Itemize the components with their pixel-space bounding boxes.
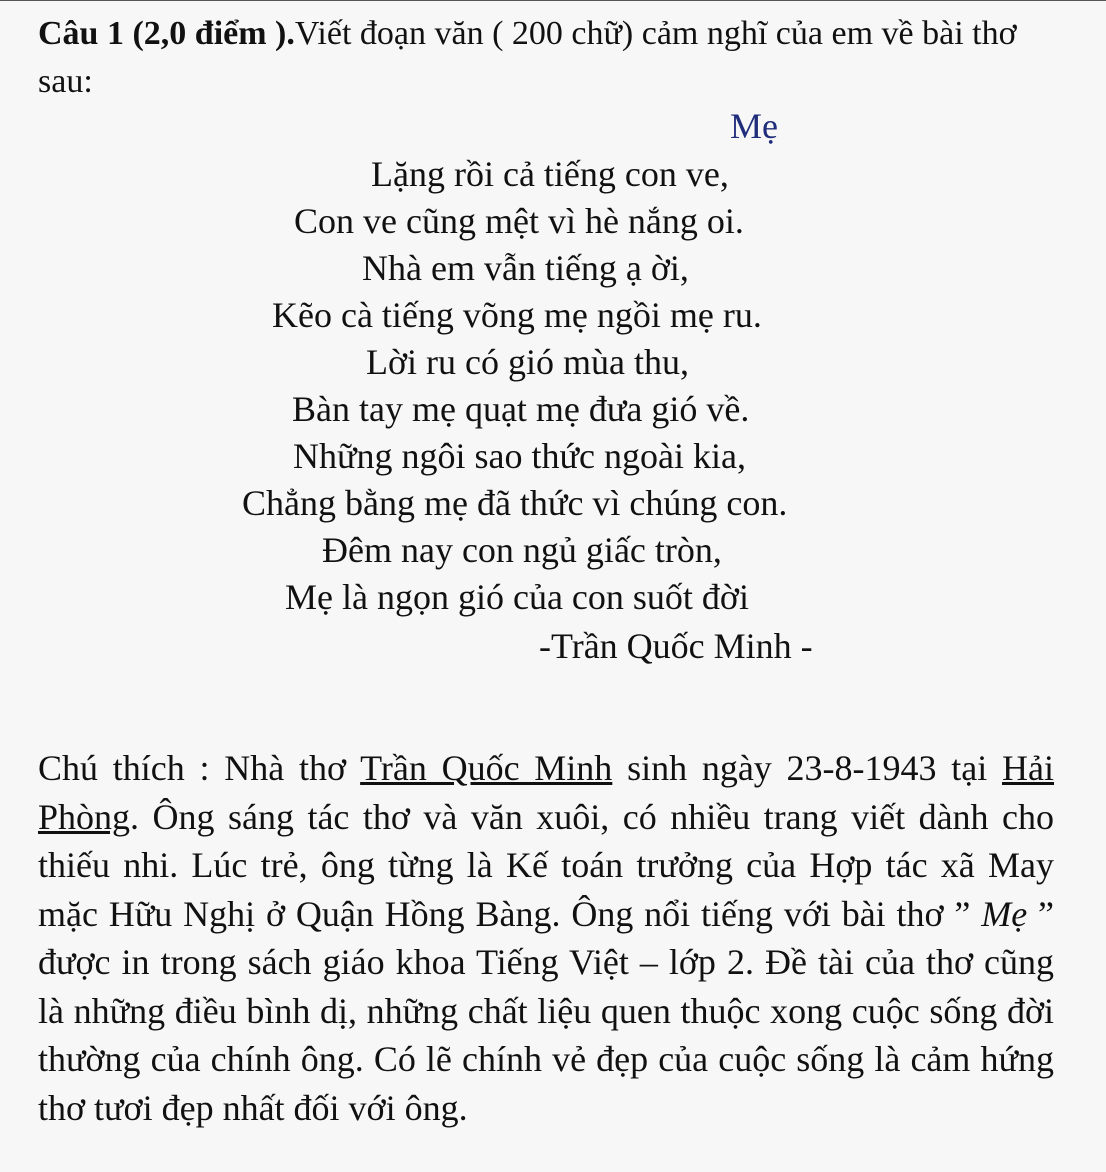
poem-line: Những ngôi sao thức ngoài kia, (293, 436, 746, 476)
question-label: Câu 1 (2,0 điểm ). (38, 15, 295, 52)
poem-line: Đêm nay con ngủ giấc tròn, (322, 530, 722, 570)
poem-title: Mẹ (730, 106, 778, 146)
poem-line: Mẹ là ngọn gió của con suốt đời (285, 577, 749, 617)
note-prefix: Chú thích : Nhà thơ (38, 748, 361, 788)
question-prompt: Viết đoạn văn ( 200 chữ) cảm nghĩ của em về bài thơ sau: (38, 15, 1017, 100)
poem-line: Nhà em vẫn tiếng ạ ời, (362, 248, 689, 288)
poem-line: Lặng rồi cả tiếng con ve, (371, 154, 729, 194)
poem-author: -Trần Quốc Minh - (539, 626, 813, 666)
note-author-name: Trần Quốc Minh (360, 748, 613, 788)
poem-line: Chẳng bằng mẹ đã thức vì chúng con. (242, 483, 788, 523)
note-part2: sinh ngày 23-8-1943 tại (612, 748, 1003, 788)
note-part3: . Ông sáng tác thơ và văn xuôi, có nhiều trang viết dành cho thiếu nhi. Lúc trẻ, ông từng là Kế toán trưởng của Hợp tác xã May mặc Hữu Nghị ở Quận Hồng Bàng. Ông nổi tiếng với bài thơ ” (38, 796, 1054, 934)
note-paragraph (38, 744, 1054, 1132)
note-poem-ref: Mẹ (981, 893, 1028, 934)
poem-line: Lời ru có gió mùa thu, (366, 342, 689, 382)
top-rule (0, 0, 1106, 1)
poem-line: Con ve cũng mệt vì hè nắng oi. (294, 201, 744, 241)
note-part4: ” được in trong sách giáo khoa Tiếng Việt – lớp 2. Đề tài của thơ cũng là những điều bình dị, những chất liệu quen thuộc xong cuộc sống đời thường của chính ông. Có lẽ chính vẻ đẹp của cuộc sống là cảm hứng thơ tươi đẹp nhất đối với ông. (38, 893, 1054, 1128)
question-text (38, 10, 1058, 106)
note-place: Hải Phòng (38, 748, 1054, 837)
poem-line: Bàn tay mẹ quạt mẹ đưa gió về. (292, 389, 750, 429)
poem-line: Kẽo cà tiếng võng mẹ ngồi mẹ ru. (272, 295, 762, 335)
